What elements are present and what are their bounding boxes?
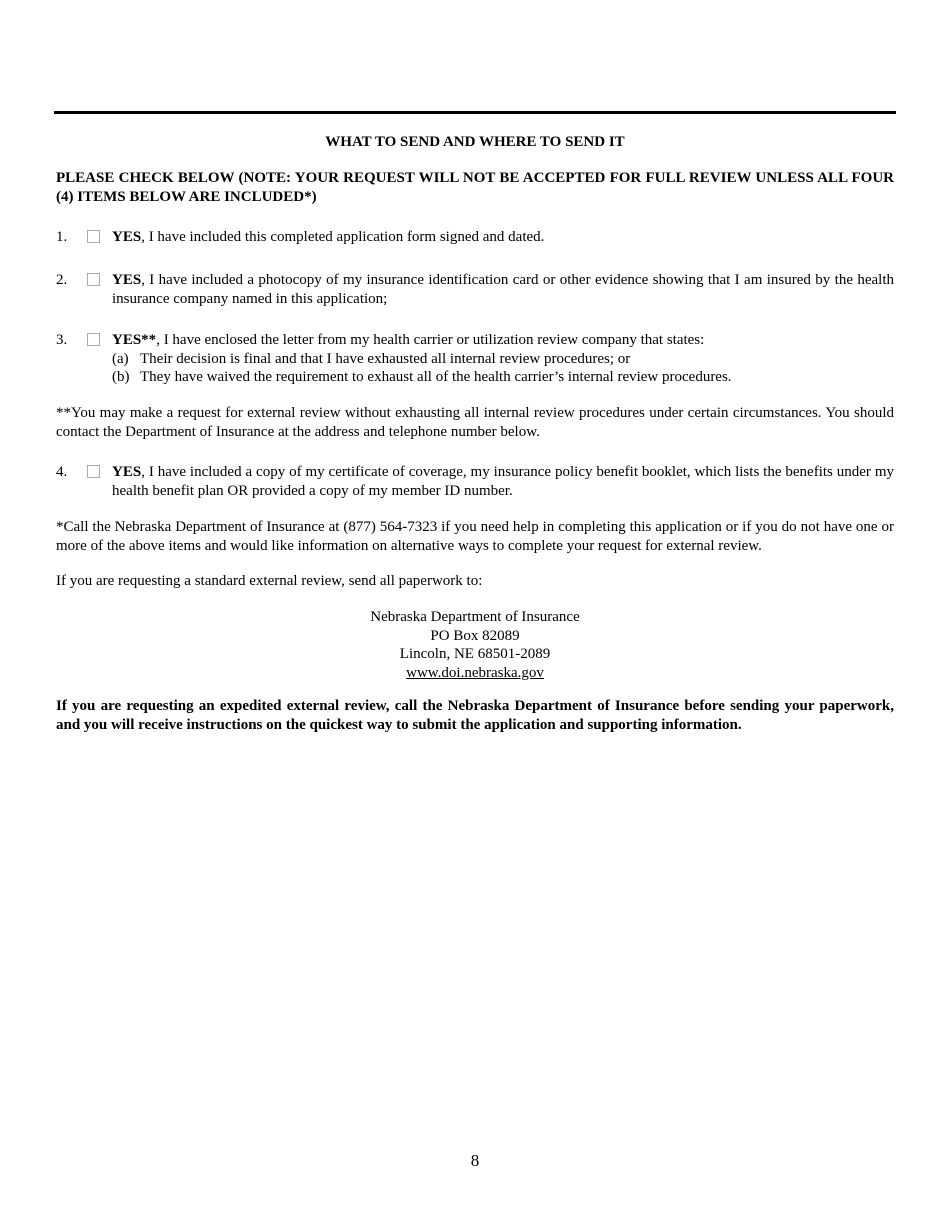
item-number: 4. <box>56 464 68 480</box>
checklist-item-3 <box>56 331 894 387</box>
item-text-cont: my insurance policy benefit booklet, which lists the benefits under my health benefit plan OR provided a copy of my member ID number. <box>112 464 894 499</box>
checkbox-3[interactable] <box>87 333 100 346</box>
checklist-item-4 <box>56 463 894 500</box>
sub-text: They have waived the requirement to exhaust all of the health carrier’s internal review procedures. <box>140 369 732 385</box>
expedited-review-note: If you are requesting an expedited external review, call the Nebraska Department of Insurance before sending your paperwork, and you will receive instructions on the quickest way to submit the application and supporting information. <box>56 698 894 733</box>
standard-review-intro: If you are requesting a standard external review, send all paperwork to: <box>56 573 483 589</box>
yes-label: YES <box>112 272 142 288</box>
item-text: , I have included a photocopy of my insurance identification card or other evidence showing that I am insured by the health insurance company named in this application; <box>112 272 894 307</box>
section-heading: WHAT TO SEND AND WHERE TO SEND IT <box>325 134 625 150</box>
sub-item-a <box>112 350 894 369</box>
item-number: 3. <box>56 332 68 348</box>
page-number: 8 <box>470 1151 480 1170</box>
item-number: 2. <box>56 272 68 288</box>
checkbox-4[interactable] <box>87 465 100 478</box>
item-text: , I have enclosed the letter from my health carrier or utilization review company that states: <box>156 332 705 348</box>
item-text: , I have included a copy of my certificate of coverage <box>141 464 463 480</box>
checkbox-2[interactable] <box>87 273 100 286</box>
item-text: , I have included this completed application form signed and dated. <box>141 229 545 245</box>
mailing-address <box>56 608 894 682</box>
checklist-item-1 <box>56 228 894 247</box>
instruction-text: PLEASE CHECK BELOW (NOTE: YOUR REQUEST WILL NOT BE ACCEPTED FOR FULL REVIEW UNLESS ALL FOUR (4) ITEMS BELOW ARE INCLUDED*) <box>56 170 894 205</box>
checklist-item-2 <box>56 271 894 308</box>
item-text-comma: , <box>462 464 467 480</box>
footnote-single-asterisk: *Call the Nebraska Department of Insurance at (877) 564-7323 if you need help in completing this application or if you do not have one or more of the above items and would like information on alternative ways to complete your request for external review. <box>56 519 894 554</box>
yes-label: YES** <box>112 332 157 348</box>
yes-label: YES <box>112 464 142 480</box>
yes-label: YES <box>112 229 142 245</box>
sub-item-b <box>112 368 894 387</box>
sub-text: Their decision is final and that I have exhausted all internal review procedures; or <box>140 350 631 367</box>
checkbox-1[interactable] <box>87 230 100 243</box>
sub-label: (b) <box>112 369 130 385</box>
sub-label: (a) <box>112 350 129 367</box>
top-rule <box>54 111 896 114</box>
footnote-double-asterisk: **You may make a request for external review without exhausting all internal review procedures under certain circumstances. You should contact the Department of Insurance at the address and telephone number below. <box>56 405 894 440</box>
address-po: PO Box 82089 <box>430 627 520 644</box>
address-city: Lincoln, NE 68501-2089 <box>399 646 551 662</box>
website-link[interactable]: www.doi.nebraska.gov <box>406 664 544 681</box>
item-number: 1. <box>56 229 68 245</box>
address-name: Nebraska Department of Insurance <box>370 609 580 625</box>
